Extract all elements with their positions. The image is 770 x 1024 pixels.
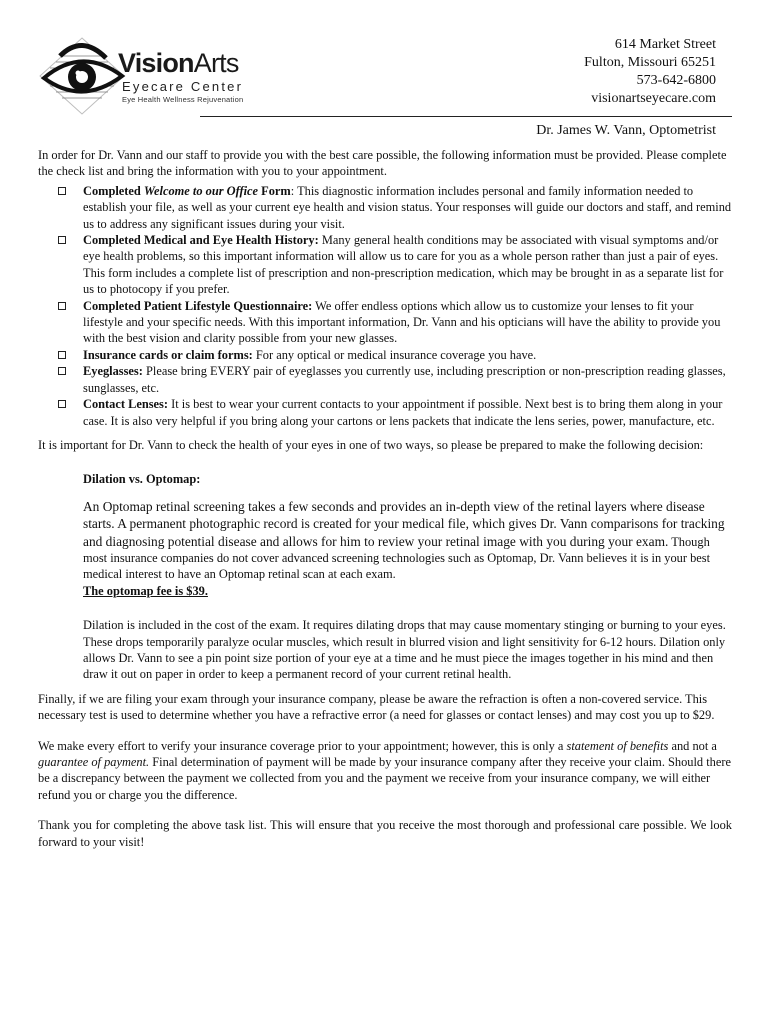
checklist-item-insurance-cards (83, 347, 732, 363)
checkbox-icon (58, 367, 66, 375)
dilation-section (83, 471, 732, 682)
eye-logo-icon (38, 36, 128, 116)
practice-address (584, 36, 716, 108)
checklist-item-eyeglasses (83, 363, 732, 396)
item-text: Many general health conditions may be associated with visual symptoms and/or eye health problems, so this important information will allow us to care for you as a whole person rather than just a pair of eyes. This form includes a complete list of prescription and non-prescription medication, which may be brought in as a separate list for us to photocopy if you prefer. (83, 233, 724, 297)
item-title: Completed Patient Lifestyle Questionnaire: (83, 298, 313, 313)
item-text: It is best to wear your current contacts to your appointment if possible. Next best is to bring them along in your case. It is also very helpful if you bring along your cartons or lens packets that indicate the lens series, power, manufacture, etc. (83, 397, 723, 428)
intro-paragraph: In order for Dr. Vann and our staff to provide you with the best care possible, the following information must be provided. Please complete the check list and bring the information with you to your appointment. (38, 148, 727, 179)
checklist-item-welcome-form (83, 183, 732, 232)
document-body (38, 147, 732, 850)
checkbox-icon (58, 187, 66, 195)
logo-brand-bold: Vision (118, 48, 194, 78)
address-street: 614 Market Street (614, 37, 716, 52)
insurance-text-1: We make every effort to verify your insurance coverage prior to your appointment; however, this is only a (38, 738, 567, 753)
decision-intro: It is important for Dr. Vann to check the health of your eyes in one of two ways, so please be prepared to make the following decision: (38, 437, 704, 452)
logo-brand-regular: Arts (193, 48, 239, 78)
address-city: Fulton, Missouri 65251 (584, 55, 716, 70)
checklist-item-lifestyle (83, 298, 732, 347)
optomap-text: Though most insurance companies do not cover advanced screening technologies such as Optomap, Dr. Vann believes it is in your best medical interest to have an Optomap retinal scan at each exam. (83, 534, 711, 582)
checklist-item-health-history (83, 232, 732, 298)
insurance-text-3: Final determination of payment will be made by your insurance company after they receive your claim. Should there be a discrepancy between the payment we collected from you and the payment we receive from your insurance company, we will either refund you or charge you the difference. (38, 755, 731, 802)
optomap-paragraph (83, 498, 732, 599)
dilation-paragraph: Dilation is included in the cost of the exam. It requires dilating drops that may cause momentary stinging or burning to your eyes. These drops temporarily paralyze ocular muscles, which result in blurred vision and light sensitivity for 6-12 hours. Dilation only allows Dr. Vann to see a pin point size portion of your eye at a time and he must piece the images together in his mind and then draw it out on paper in order to keep a permanent record of your current retinal health. (83, 618, 726, 682)
vision-arts-logo (38, 36, 248, 116)
item-title: Contact Lenses: (83, 397, 169, 412)
closing-paragraph: Thank you for completing the above task list. This will ensure that you receive the most thorough and professional care possible. We look forward to your visit! (38, 818, 732, 849)
logo-wordmark (118, 50, 239, 77)
item-text: Please bring EVERY pair of eyeglasses you currently use, including prescription or non-prescription reading glasses, sunglasses, etc. (83, 364, 726, 395)
checkbox-icon (58, 302, 66, 310)
doctor-name: Dr. James W. Vann, Optometrist (536, 123, 716, 138)
address-website: visionartseyecare.com (591, 91, 716, 106)
insurance-paragraph (38, 738, 732, 804)
checkbox-icon (58, 236, 66, 244)
item-title: Eyeglasses: (83, 364, 143, 379)
optomap-fee: The optomap fee is $39. (83, 583, 208, 598)
refraction-paragraph: Finally, if we are filing your exam through your insurance company, please be aware the refraction is often a non-covered service. This necessary test is used to determine whether you have a refractive error (a need for glasses or contact lenses) and may cost you up to $29. (38, 691, 715, 723)
item-title-italic: Welcome to our Office (143, 183, 259, 198)
item-title: Completed Medical and Eye Health History: (83, 233, 319, 248)
address-phone: 573-642-6800 (636, 73, 716, 88)
item-title: Insurance cards or claim forms: (83, 347, 253, 362)
checklist-item-contact-lenses (83, 396, 732, 429)
insurance-guarantee-of-payment: guarantee of payment. (38, 755, 150, 769)
logo-subtitle: Eyecare Center (122, 79, 244, 94)
item-text: : This diagnostic information includes personal and family information needed to establish your file, as well as your current eye health and vision status. Your responses will guide our doctors and staff, and remind us to address any significant issues during your visit. (83, 183, 732, 231)
item-title-end: Form (258, 183, 291, 198)
insurance-text-2: and not a (668, 738, 717, 753)
optomap-text-large: An Optomap retinal screening takes a few seconds and provides an in-depth view of the retinal layers where disease starts. A permanent photographic record is created for your medical file, which gives Dr. Vann comparisons for tracking and diagnosing potential disease and allows for him to review your retinal image with you during your exam. (83, 498, 725, 549)
header-divider (200, 116, 732, 117)
insurance-statement-of-benefits: statement of benefits (566, 738, 669, 753)
checkbox-icon (58, 351, 66, 359)
dilation-heading: Dilation vs. Optomap: (83, 472, 201, 487)
logo-tagline: Eye Health Wellness Rejuvenation (122, 95, 244, 104)
checklist (38, 183, 732, 429)
item-text: For any optical or medical insurance coverage you have. (252, 347, 537, 362)
item-text: We offer endless options which allow us to customize your lenses to fit your lifestyle and your specific needs. With this important information, Dr. Vann and his opticians will have the ability to provide you with the best vision and clarity possible from your new glasses. (83, 298, 721, 346)
item-title-lead: Completed (83, 183, 144, 198)
checkbox-icon (58, 400, 66, 408)
